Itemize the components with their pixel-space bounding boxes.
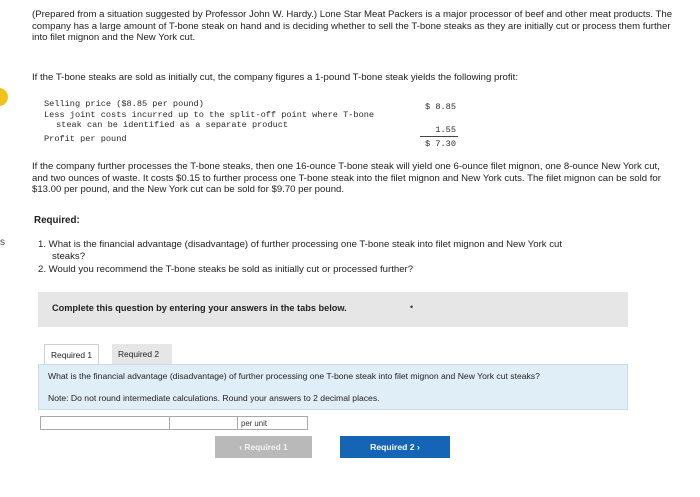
row-joint-costs-label-a: Less joint costs incurred up to the split-off point where T-bone [44,110,375,120]
previous-tab-button[interactable]: ‹ Required 1 [215,436,312,458]
problem-if-line: If the T-bone steaks are sold as initially cut, the company figures a 1-pound T-bone steak yields the following profit: [32,72,519,83]
row-selling-price-label: Selling price ($8.85 per pound) [44,99,204,109]
question-panel-note: Note: Do not round intermediate calculations. Round your answers to 2 decimal places. [48,393,380,403]
required-heading: Required: [34,215,80,226]
row-joint-costs-label-b: steak can be identified as a separate product [56,120,289,130]
question-panel-text: What is the financial advantage (disadvantage) of further processing one T-bone steak into filet mignon and New York cut steaks? [48,371,540,381]
row-selling-price-amount: $ 8.85 [425,102,456,112]
answer-input[interactable] [40,416,170,430]
instructions-text: Complete this question by entering your answers in the tabs below. [52,303,347,313]
question-1-line-b: steaks? [52,250,86,262]
side-glyph: s [0,237,5,248]
question-panel [38,364,628,410]
answer-value-cell[interactable] [170,416,238,430]
instructions-bar [38,292,628,327]
row-profit-label: Profit per pound [44,134,127,144]
row-profit-amount: $ 7.30 [425,139,456,149]
problem-intro: (Prepared from a situation suggested by Professor John W. Hardy.) Lone Star Meat Packers is a major processor of beef and other meat products. The company has a large amount of T-bone steak on hand and is deciding whether to sell the T-bone steaks as they are initially cut or process them further into filet mignon and the New York cut. [32,9,673,44]
tab-required-1[interactable]: Required 1 [44,344,99,364]
question-1-line-a: 1. What is the financial advantage (disadvantage) of further processing one T-bone steak into filet mignon and New York cut [38,239,563,250]
question-marker [0,88,8,106]
question-2: 2. Would you recommend the T-bone steaks be sold as initially cut or processed further? [38,264,414,275]
table-rule [420,136,458,137]
problem-further-processing: If the company further processes the T-bone steaks, then one 16-ounce T-bone steak will yield one 6-ounce filet mignon, one 8-ounce New York cut, and two ounces of waste. It costs $0.15 to further process one T-bone steak into the filet mignon and New York cuts. The filet mignon can be sold for $13.00 per pound, and the New York cut can be sold for $9.70 per pound. [32,161,661,196]
tab-required-2[interactable]: Required 2 [112,344,172,364]
next-tab-button[interactable]: Required 2 › [340,436,450,458]
unit-label: per unit [238,416,308,430]
question-1 [38,239,658,262]
row-joint-costs-amount: 1.55 [435,125,456,135]
bullet-dot: • [410,302,414,312]
